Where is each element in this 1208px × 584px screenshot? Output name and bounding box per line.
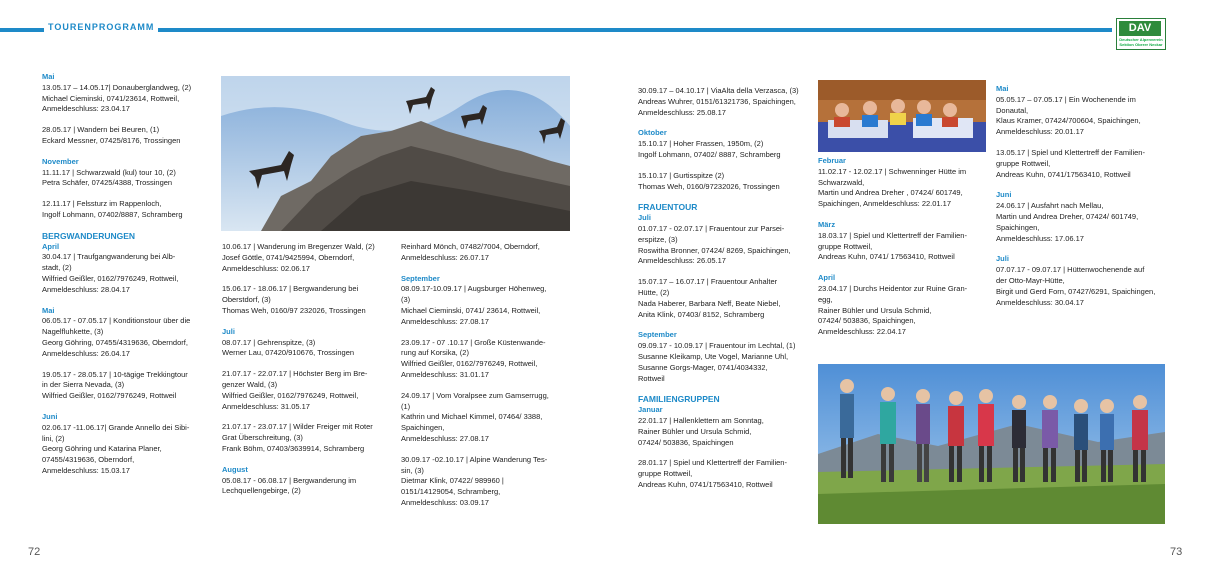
tour-entry: 05.05.17 – 07.05.17 | Ein Wochenende im Donautal, Klaus Kramer, 07424/700604, Spaichingen, Anmeldeschluss: 20.01.17 bbox=[996, 94, 1141, 137]
month-heading: September bbox=[401, 273, 440, 283]
tour-entry: 24.06.17 | Ausfahrt nach Mellau, Martin und Andrea Dreher, 07424/ 601749, Spaichingen, Anmeldeschluss: 17.06.17 bbox=[996, 201, 1139, 243]
tour-entry: 15.07.17 – 16.07.17 | Frauentour Anhalter Hütte, (2) Nada Haberer, Barbara Neff, Beate Niebel, Anita Klink, 07403/ 8152, Schramberg bbox=[638, 277, 781, 319]
column-3 bbox=[401, 242, 573, 519]
kids-hut-photo bbox=[818, 80, 986, 152]
month-heading: Mai bbox=[42, 72, 55, 81]
hiking-group-photo-image bbox=[818, 364, 1165, 524]
month-heading: Mai bbox=[42, 305, 55, 315]
tour-entry: 11.11.17 | Schwarzwald (kul) tour 10, (2) Petra Schäfer, 07425/4388, Trossingen bbox=[42, 167, 176, 188]
tour-entry: 08.07.17 | Gehrenspitze, (3) Werner Lau, 07420/910676, Trossingen bbox=[222, 337, 355, 358]
section-heading: BERGWANDERUNGEN bbox=[42, 230, 136, 241]
logo-subtitle: Deutscher Alpenverein Sektion Oberer Neckar bbox=[1119, 37, 1163, 47]
tour-entry: 24.09.17 | Vom Voralpsee zum Gamserrugg, (1) Kathrin und Michael Kimmel, 07464/ 3388, Spaichingen, Anmeldeschluss: 27.08.17 bbox=[401, 390, 549, 443]
month-heading: Oktober bbox=[638, 128, 667, 138]
tour-entry: 18.03.17 | Spiel und Klettertreff der Familien- gruppe Rottweil, Andreas Kuhn, 0741/ 17563410, Rottweil bbox=[818, 230, 967, 262]
tour-entry: 13.05.17 – 14.05.17| Donauberglandweg, (2) Michael Cieminski, 0741/23614, Rottweil, Anmeldeschluss: 23.04.17 bbox=[42, 82, 192, 114]
tour-entry: 15.06.17 - 18.06.17 | Bergwanderung bei Oberstdorf, (3) Thomas Weh, 0160/97 232026, Trossingen bbox=[222, 284, 366, 315]
tour-entry: 15.10.17 | Gurtisspitze (2) Thomas Weh, 0160/97232026, Trossingen bbox=[638, 170, 780, 191]
column-2 bbox=[222, 242, 394, 507]
column-5 bbox=[818, 156, 990, 348]
tour-entry: 21.07.17 - 23.07.17 | Wilder Freiger mit Roter Grat Überschreitung, (3) Frank Böhm, 07403/3639914, Schramberg bbox=[222, 422, 373, 453]
page-number-left: 72 bbox=[28, 546, 41, 558]
ibex-photo bbox=[221, 76, 570, 231]
header-bar-right bbox=[604, 28, 1112, 32]
tour-entry: 30.04.17 | Traufgangwanderung bei Alb- stadt, (2) Wilfried Geißler, 0162/7976249, Rottweil, Anmeldeschluss: 28.04.17 bbox=[42, 252, 179, 294]
month-heading: November bbox=[42, 156, 79, 166]
month-heading: Januar bbox=[638, 405, 663, 415]
tour-entry: 22.01.17 | Hallenklettern am Sonntag, Rainer Bühler und Ursula Schmid, 07424/ 503836, Spaichingen bbox=[638, 415, 764, 447]
tour-entry: 30.09.17 -02.10.17 | Alpine Wanderung Tes- sin, (3) Dietmar Klink, 07422/ 989960 | 0151/14129054, Schramberg, Anmeldeschluss: 03.09.17 bbox=[401, 454, 548, 507]
tour-entry: 01.07.17 - 02.07.17 | Frauentour zur Parsei- erspitze, (3) Roswitha Bronner, 07424/ 8269, Spaichingen, Anmeldeschluss: 26.05.17 bbox=[638, 223, 791, 266]
tour-entry: 19.05.17 - 28.05.17 | 10-tägige Trekkingtour in der Sierra Nevada, (3) Wilfried Geißler, 0162/7976249, Rottweil bbox=[42, 369, 188, 401]
tour-entry: 15.10.17 | Hoher Frassen, 1950m, (2) Ingolf Lohmann, 07402/ 8887, Schramberg bbox=[638, 139, 781, 159]
tour-entry: 11.02.17 - 12.02.17 | Schwenninger Hütte im Schwarzwald, Martin und Andrea Dreher , 07424/ 601749, Spaichingen, Anmeldeschluss: 22.01.17 bbox=[818, 166, 967, 209]
month-heading: Juni bbox=[996, 190, 1012, 200]
month-heading: Juli bbox=[222, 326, 235, 336]
tour-entry: 10.06.17 | Wanderung im Bregenzer Wald, (2) Josef Göttle, 0741/9425994, Oberndorf, Anmeldeschluss: 02.06.17 bbox=[222, 242, 375, 273]
tour-entry: 30.09.17 – 04.10.17 | ViaAlta della Verzasca, (3) Andreas Wuhrer, 0151/61321736, Spaichingen, Anmeldeschluss: 25.08.17 bbox=[638, 86, 799, 117]
month-heading: September bbox=[638, 330, 677, 340]
month-heading: März bbox=[818, 219, 836, 229]
tour-entry: 05.08.17 - 06.08.17 | Bergwanderung im Lechquellengebirge, (2) bbox=[222, 475, 357, 496]
tour-entry: 28.05.17 | Wandern bei Beuren, (1) Eckard Messner, 07425/8176, Trossingen bbox=[42, 125, 181, 145]
column-4 bbox=[638, 86, 810, 501]
month-heading: Juli bbox=[996, 254, 1009, 264]
tour-entry: 09.09.17 - 10.09.17 | Frauentour im Lechtal, (1) Susanne Kleikamp, Ute Vogel, Marianne Uhl, Susanne Gorgs-Mager, 0741/4034332, Rottweil bbox=[638, 341, 796, 383]
tour-entry: 07.07.17 - 09.07.17 | Hüttenwochenende auf der Otto-Mayr-Hütte, Birgit und Gerd Forn, 07427/6291, Spaichingen, Anmeldeschluss: 30.04.17 bbox=[996, 265, 1156, 307]
page-number-right: 73 bbox=[1170, 546, 1183, 558]
month-heading: August bbox=[222, 464, 248, 474]
month-heading: April bbox=[42, 241, 60, 251]
tour-entry: 28.01.17 | Spiel und Klettertreff der Familien- gruppe Rottweil, Andreas Kuhn, 0741/17563410, Rottweil bbox=[638, 458, 787, 489]
month-heading: Februar bbox=[818, 156, 846, 165]
month-heading: Juli bbox=[638, 213, 651, 223]
tour-entry: 08.09.17-10.09.17 | Augsburger Höhenweg, (3) Michael Cieminski, 0741/ 23614, Rottweil, Anmeldeschluss: 27.08.17 bbox=[401, 284, 547, 326]
tour-entry: 02.06.17 -11.06.17| Grande Annello dei Sibi- lini, (2) Georg Göhring und Katarina Planer, 07455/4319636, Oberndorf, Anmeldeschluss: 15.03.17 bbox=[42, 422, 190, 475]
column-1 bbox=[42, 72, 214, 487]
month-heading: April bbox=[818, 273, 836, 283]
tour-entry: 06.05.17 - 07.05.17 | Konditionstour über die Nagelfluhkette, (3) Georg Göhring, 07455/4319636, Oberndorf, Anmeldeschluss: 26.04.17 bbox=[42, 316, 191, 358]
section-heading: FRAUENTOUR bbox=[638, 202, 698, 213]
month-heading: Mai bbox=[996, 84, 1009, 93]
tour-entry: 23.09.17 - 07 .10.17 | Große Küstenwande- rung auf Korsika, (2) Wilfried Geißler, 0162/7976249, Rottweil, Anmeldeschluss: 31.01.17 bbox=[401, 337, 546, 379]
tour-entry: 21.07.17 - 22.07.17 | Höchster Berg im Bre- genzer Wald, (3) Wilfried Geißler, 0162/7976249, Rottweil, Anmeldeschluss: 31.05.17 bbox=[222, 369, 368, 411]
dav-logo bbox=[1116, 18, 1166, 50]
section-heading: FAMILIENGRUPPEN bbox=[638, 394, 720, 405]
logo-mark: DAV bbox=[1119, 21, 1161, 36]
hiking-group-photo bbox=[818, 364, 1165, 524]
kids-hut-photo-image bbox=[818, 80, 986, 152]
month-heading: Juni bbox=[42, 411, 58, 421]
tour-entry: 23.04.17 | Durchs Heidentor zur Ruine Gran- egg, Rainer Bühler und Ursula Schmid, 07424/ 503836, Spaichingen, Anmeldeschluss: 22.04.17 bbox=[818, 283, 968, 337]
column-6 bbox=[996, 84, 1172, 318]
tour-entry: 12.11.17 | Felssturz im Rappenloch, Ingolf Lohmann, 07402/8887, Schramberg bbox=[42, 199, 183, 219]
header-label: TOURENPROGRAMM bbox=[44, 22, 158, 32]
tour-entry: 13.05.17 | Spiel und Klettertreff der Familien- gruppe Rottweil, Andreas Kuhn, 0741/17563410, Rottweil bbox=[996, 147, 1145, 179]
ibex-photo-image bbox=[221, 76, 570, 231]
tour-entry: Reinhard Mönch, 07482/7004, Oberndorf, Anmeldeschluss: 26.07.17 bbox=[401, 242, 540, 262]
